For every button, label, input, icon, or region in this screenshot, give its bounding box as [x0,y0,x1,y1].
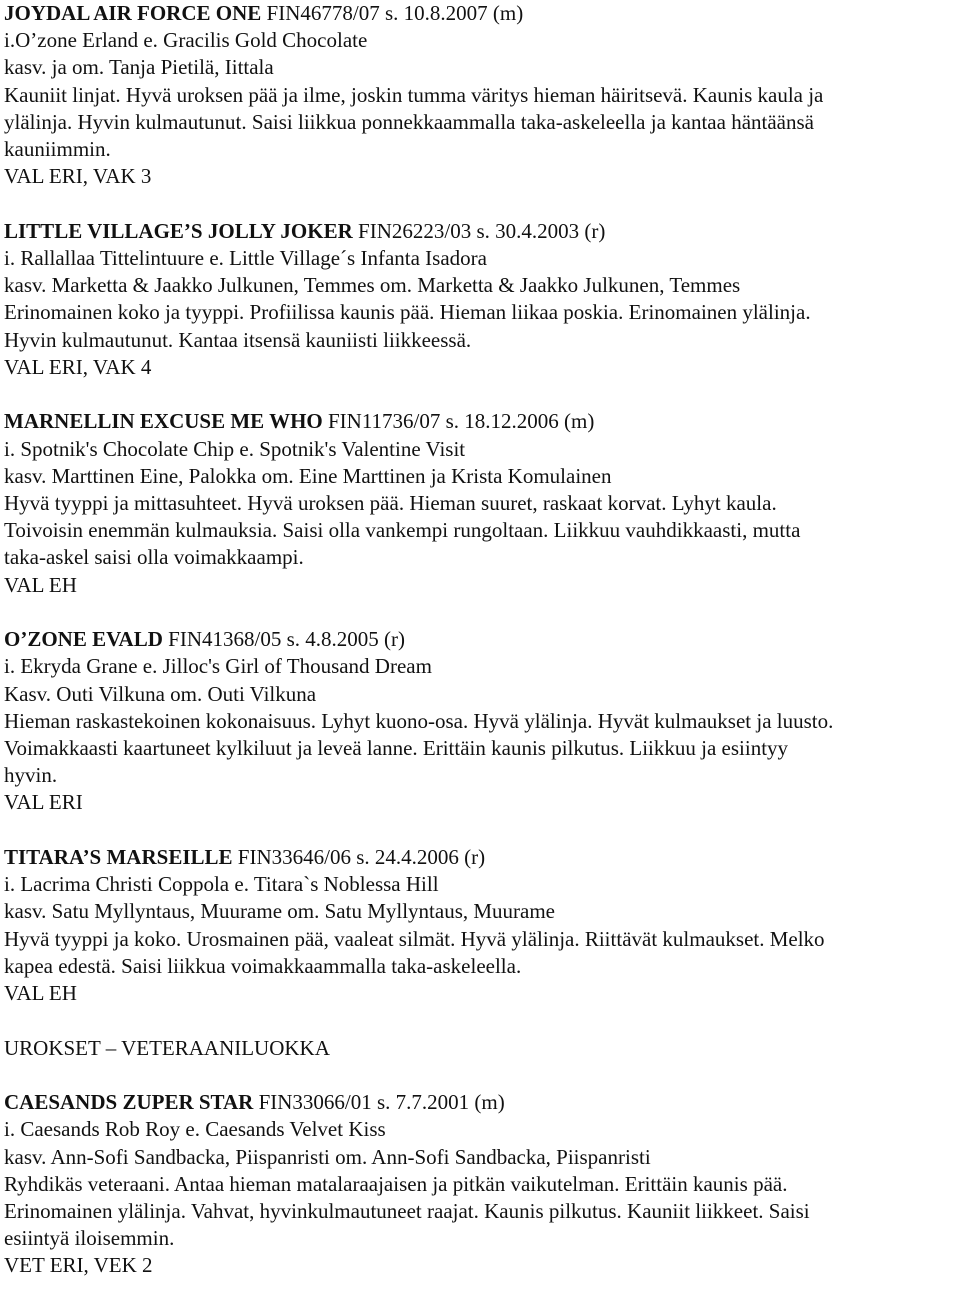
critique-line: kauniimmin. [4,137,111,162]
dog-entry [4,408,956,598]
spacer [4,381,956,408]
critique-line: taka-askel saisi olla voimakkaampi. [4,545,304,570]
dog-entry [4,1089,956,1279]
breeder-owner-line: Kasv. Outi Vilkuna om. Outi Vilkuna [4,681,317,706]
spacer [4,1007,956,1034]
registration-info: FIN46778/07 s. 10.8.2007 (m) [261,1,524,25]
breeder-owner-line: kasv. ja om. Tanja Pietilä, Iittala [4,55,274,80]
parents-line: i.O’zone Erland e. Gracilis Gold Chocolate [4,28,368,53]
parents-line: i. Ekryda Grane e. Jilloc's Girl of Thousand Dream [4,654,432,679]
entry-header [4,408,956,435]
parents-line: i. Spotnik's Chocolate Chip e. Spotnik's Valentine Visit [4,436,466,461]
award-line: VAL ERI [4,790,83,815]
registration-info: FIN26223/03 s. 30.4.2003 (r) [352,218,606,243]
registration-info: FIN33066/01 s. 7.7.2001 (m) [253,1090,505,1115]
critique-line: Hieman raskastekoinen kokonaisuus. Lyhyt kuono-osa. Hyvä ylälinja. Hyvät kulmaukset ja luusto. [4,708,834,733]
critique-line: Voimakkaasti kaartuneet kylkiluut ja leveä lanne. Erittäin kaunis pilkutus. Liikkuu ja esiintyy [4,736,789,761]
entry-header [4,0,956,27]
critique-line: hyvin. [4,763,58,788]
dog-entry [4,626,956,816]
critique-line: Ryhdikäs veteraani. Antaa hieman matalaraajaisen ja pitkän vaikutelman. Erittäin kaunis pää. [4,1171,788,1196]
dog-name: LITTLE VILLAGE’S JOLLY JOKER [4,218,353,243]
parents-line: i. Lacrima Christi Coppola e. Titara`s Noblessa Hill [4,872,439,897]
spacer [4,599,956,626]
award-line: VAL EH [4,572,77,597]
dog-entry [4,0,956,190]
dog-name: CAESANDS ZUPER STAR [4,1090,254,1115]
critique-line: esiintyä iloisemmin. [4,1226,175,1251]
spacer [4,1062,956,1089]
breeder-owner-line: kasv. Satu Myllyntaus, Muurame om. Satu Myllyntaus, Muurame [4,899,556,924]
award-line: VAL EH [4,981,77,1006]
registration-info: FIN11736/07 s. 18.12.2006 (m) [322,409,595,434]
entry-header [4,626,956,653]
critique-line: ylälinja. Hyvin kulmautunut. Saisi liikkua ponnekkaammalla taka-askeleella ja kantaa häntäänsä [4,109,814,134]
spacer [4,190,956,217]
dog-name: JOYDAL AIR FORCE ONE [4,1,262,25]
dog-name: O’ZONE EVALD [4,627,163,652]
critique-line: Hyvä tyyppi ja koko. Urosmainen pää, vaaleat silmät. Hyvä ylälinja. Riittävät kulmaukset. Melko [4,926,825,951]
award-line: VET ERI, VEK 2 [4,1253,153,1278]
critique-line: Hyvä tyyppi ja mittasuhteet. Hyvä uroksen pää. Hieman suuret, raskaat korvat. Lyhyt kaula. [4,491,777,516]
dog-entry [4,218,956,381]
dog-name: TITARA’S MARSEILLE [4,845,233,870]
dog-entry [4,844,956,1007]
parents-line: i. Rallallaa Tittelintuure e. Little Village´s Infanta Isadora [4,246,487,271]
critique-line: Erinomainen ylälinja. Vahvat, hyvinkulmautuneet raajat. Kaunis pilkutus. Kauniit liikkeet. Saisi [4,1199,810,1224]
critique-line: Kauniit linjat. Hyvä uroksen pää ja ilme, joskin tumma väritys hieman häiritsevä. Kaunis kaula ja [4,82,824,107]
entry-header [4,1089,956,1116]
critique-line: Hyvin kulmautunut. Kantaa itsensä kauniisti liikkeessä. [4,327,472,352]
breeder-owner-line: kasv. Marttinen Eine, Palokka om. Eine Marttinen ja Krista Komulainen [4,463,612,488]
section-heading: UROKSET – VETERAANILUOKKA [4,1035,330,1060]
breeder-owner-line: kasv. Ann-Sofi Sandbacka, Piispanristi om. Ann-Sofi Sandbacka, Piispanristi [4,1144,651,1169]
critique-line: Toivoisin enemmän kulmauksia. Saisi olla vankempi rungoltaan. Liikkuu vauhdikkaasti, mutta [4,518,801,543]
breeder-owner-line: kasv. Marketta & Jaakko Julkunen, Temmes om. Marketta & Jaakko Julkunen, Temmes [4,273,741,298]
spacer [4,817,956,844]
dog-name: MARNELLIN EXCUSE ME WHO [4,409,323,434]
entry-header [4,218,956,245]
entry-header [4,844,956,871]
critique-line: Erinomainen koko ja tyyppi. Profiilissa kaunis pää. Hieman liikaa poskia. Erinomainen ylälinja. [4,300,811,325]
registration-info: FIN33646/06 s. 24.4.2006 (r) [232,845,486,870]
award-line: VAL ERI, VAK 3 [4,164,152,189]
parents-line: i. Caesands Rob Roy e. Caesands Velvet Kiss [4,1117,386,1142]
critique-line: kapea edestä. Saisi liikkua voimakkaammalla taka-askeleella. [4,953,522,978]
registration-info: FIN41368/05 s. 4.8.2005 (r) [162,627,405,652]
award-line: VAL ERI, VAK 4 [4,354,152,379]
